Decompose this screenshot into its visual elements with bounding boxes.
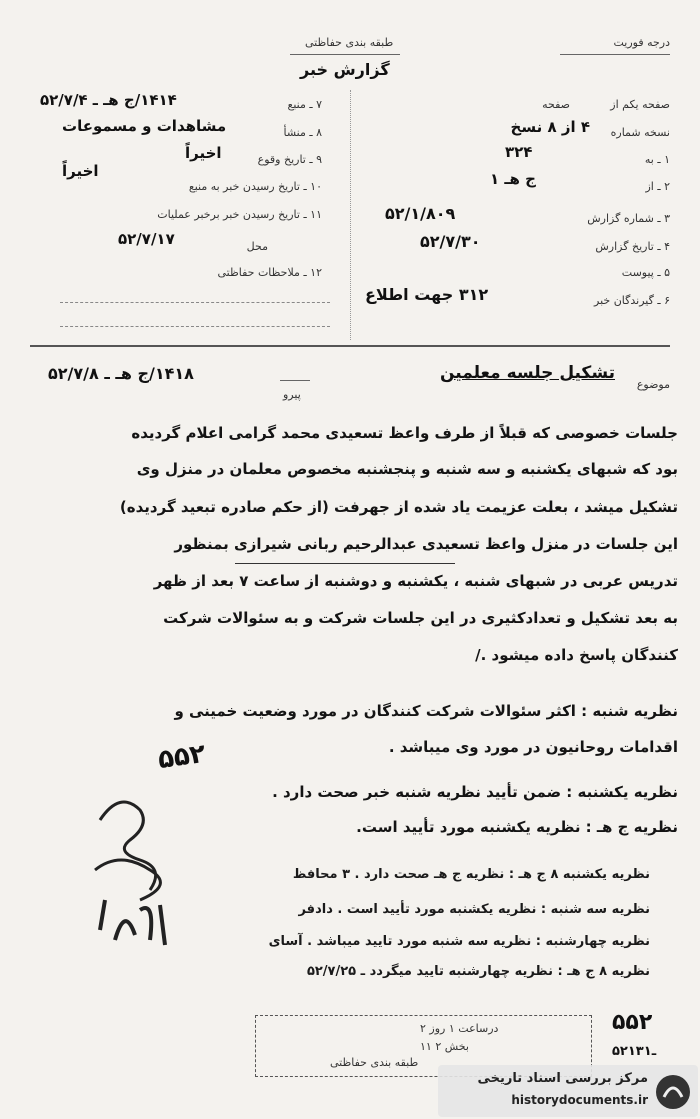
field-value-event-date: اخیراً <box>185 144 222 162</box>
field-value-origin: مشاهدات و مسموعات <box>62 117 227 135</box>
body-line: تدریس عربی در شبهای شنبه ، یکشنبه و دوشنبه از ساعت ۷ بعد از ظهر <box>153 572 678 590</box>
classification-label: طبقه بندی حفاظتی <box>305 36 394 49</box>
field-label-report-number: ۳ ـ شماره گزارش <box>587 212 670 225</box>
bottom-number-note: ۵۵۲ <box>612 1010 653 1035</box>
field-value-source: ۱۴۱۴/ج هـ ـ ۵۲/۷/۴ <box>40 91 177 109</box>
handwritten-signature <box>80 780 200 970</box>
body-line: تشکیل میشد ، بعلت عزیمت یاد شده از جهرفت (از حکم صادره تبعید گردیده) <box>119 498 678 516</box>
field-value-receipt-date: اخیراً <box>62 162 99 180</box>
field-label-place: محل <box>246 240 268 253</box>
evaluation-line: نظریه سه شنبه : نظریه یکشنبه مورد تأیید است . دادفر <box>298 902 650 917</box>
subject-label: موضوع <box>636 378 670 391</box>
subject-value: تشکیل جلسه معلمین <box>439 363 615 383</box>
watermark-banner <box>438 1065 698 1117</box>
evaluation-line: نظریه چهارشنبه : نظریه سه شنبه مورد تایید میباشد . آسای <box>268 934 650 949</box>
field-label-ops-date: ۱۱ ـ تاریخ رسیدن خبر برخبر عملیات <box>157 208 322 221</box>
field-label-recipients: ۶ ـ گیرندگان خبر <box>594 294 670 307</box>
opinion-line: نظریه شنبه : اکثر سئوالات شرکت کنندگان در مورد وضعیت خمینی و <box>174 702 678 720</box>
field-value-report-number: ۵۲/۱/۸۰۹ <box>385 204 456 223</box>
bottom-code: ۵۲ـ۱۳۱ <box>612 1044 657 1059</box>
opinion-line: نظریه یکشنبه : ضمن تأیید نظریه شنبه خبر صحت دارد . <box>272 783 678 801</box>
stamp-line-2: بخش ۲ ۱۱ <box>420 1040 469 1053</box>
field-label-receipt-date: ۱۰ ـ تاریخ رسیدن خبر به منبع <box>188 180 322 193</box>
opinion-line: نظریه ج هـ : نظریه یکشنبه مورد تأیید است. <box>356 818 678 836</box>
ref-value: ۱۴۱۸/ج هـ ـ ۵۲/۷/۸ <box>48 364 194 383</box>
body-line: کنندگان پاسخ داده میشود ./ <box>475 646 678 664</box>
field-value-page: صفحه <box>542 98 570 111</box>
field-label-to: ۱ ـ به <box>644 153 670 166</box>
stamp-line-3: طبقه بندی حفاظتی <box>330 1056 419 1069</box>
opinion-line: اقدامات روحانیون در مورد وی میباشد . <box>388 738 678 756</box>
stamp-line-1: درساعت ۱ روز ۲ <box>420 1022 499 1035</box>
watermark-site-name: مرکز بررسی اسناد تاریخی <box>477 1071 648 1086</box>
priority-label: درجه فوریت <box>613 36 670 49</box>
body-line: این جلسات در منزل واعظ تسعیدی عبدالرحیم ربانی شیرازی بمنظور <box>174 535 678 553</box>
field-label-page: صفحه یکم از <box>610 98 670 111</box>
body-line: بود که شبهای یکشنبه و سه شنبه و پنجشنبه مخصوص معلمان در منزل وی <box>136 460 678 478</box>
field-value-copy: ۴ از ۸ نسخ <box>510 118 590 136</box>
body-line: به بعد تشکیل و تعدادکثیری در این جلسات شرکت و به سئوالات شرکت <box>163 609 678 627</box>
field-label-copy: نسخه شماره <box>610 126 670 139</box>
field-value-to: ۳۲۴ <box>505 143 533 161</box>
field-label-from: ۲ ـ از <box>645 180 670 193</box>
watermark-logo-icon <box>654 1073 692 1111</box>
field-value-report-date: ۵۲/۷/۳۰ <box>420 232 481 251</box>
field-value-place: ۵۲/۷/۱۷ <box>118 230 175 248</box>
field-label-origin: ۸ ـ منشأ <box>283 126 322 139</box>
field-label-security-notes: ۱۲ ـ ملاحظات حفاظتی <box>217 266 322 279</box>
ref-label: پیرو <box>283 388 301 401</box>
watermark-url: historydocuments.ir <box>511 1093 648 1107</box>
evaluation-line: نظریه ۸ ج هـ : نظریه چهارشنبه تایید میگردد ـ ۵۲/۷/۲۵ <box>306 964 650 979</box>
field-label-source: ۷ ـ منبع <box>287 98 322 111</box>
margin-number-note: ۵۵۲ <box>156 738 208 776</box>
body-line: جلسات خصوصی که قبلاً از طرف واعظ تسعیدی محمد گرامی اعلام گردیده <box>131 424 678 442</box>
field-label-attachment: ۵ ـ پیوست <box>621 266 670 279</box>
field-value-recipients: ۳۱۲ جهت اطلاع <box>365 285 489 304</box>
evaluation-line: نظریه یکشنبه ۸ ج هـ : نظریه ج هـ صحت دارد . ۳ محافظ <box>292 867 650 882</box>
form-title: گزارش خبر <box>300 60 390 79</box>
field-value-from: ج هـ ۱ <box>490 170 536 188</box>
field-label-event-date: ۹ ـ تاریخ وقوع <box>257 153 322 166</box>
field-label-report-date: ۴ ـ تاریخ گزارش <box>595 240 670 253</box>
